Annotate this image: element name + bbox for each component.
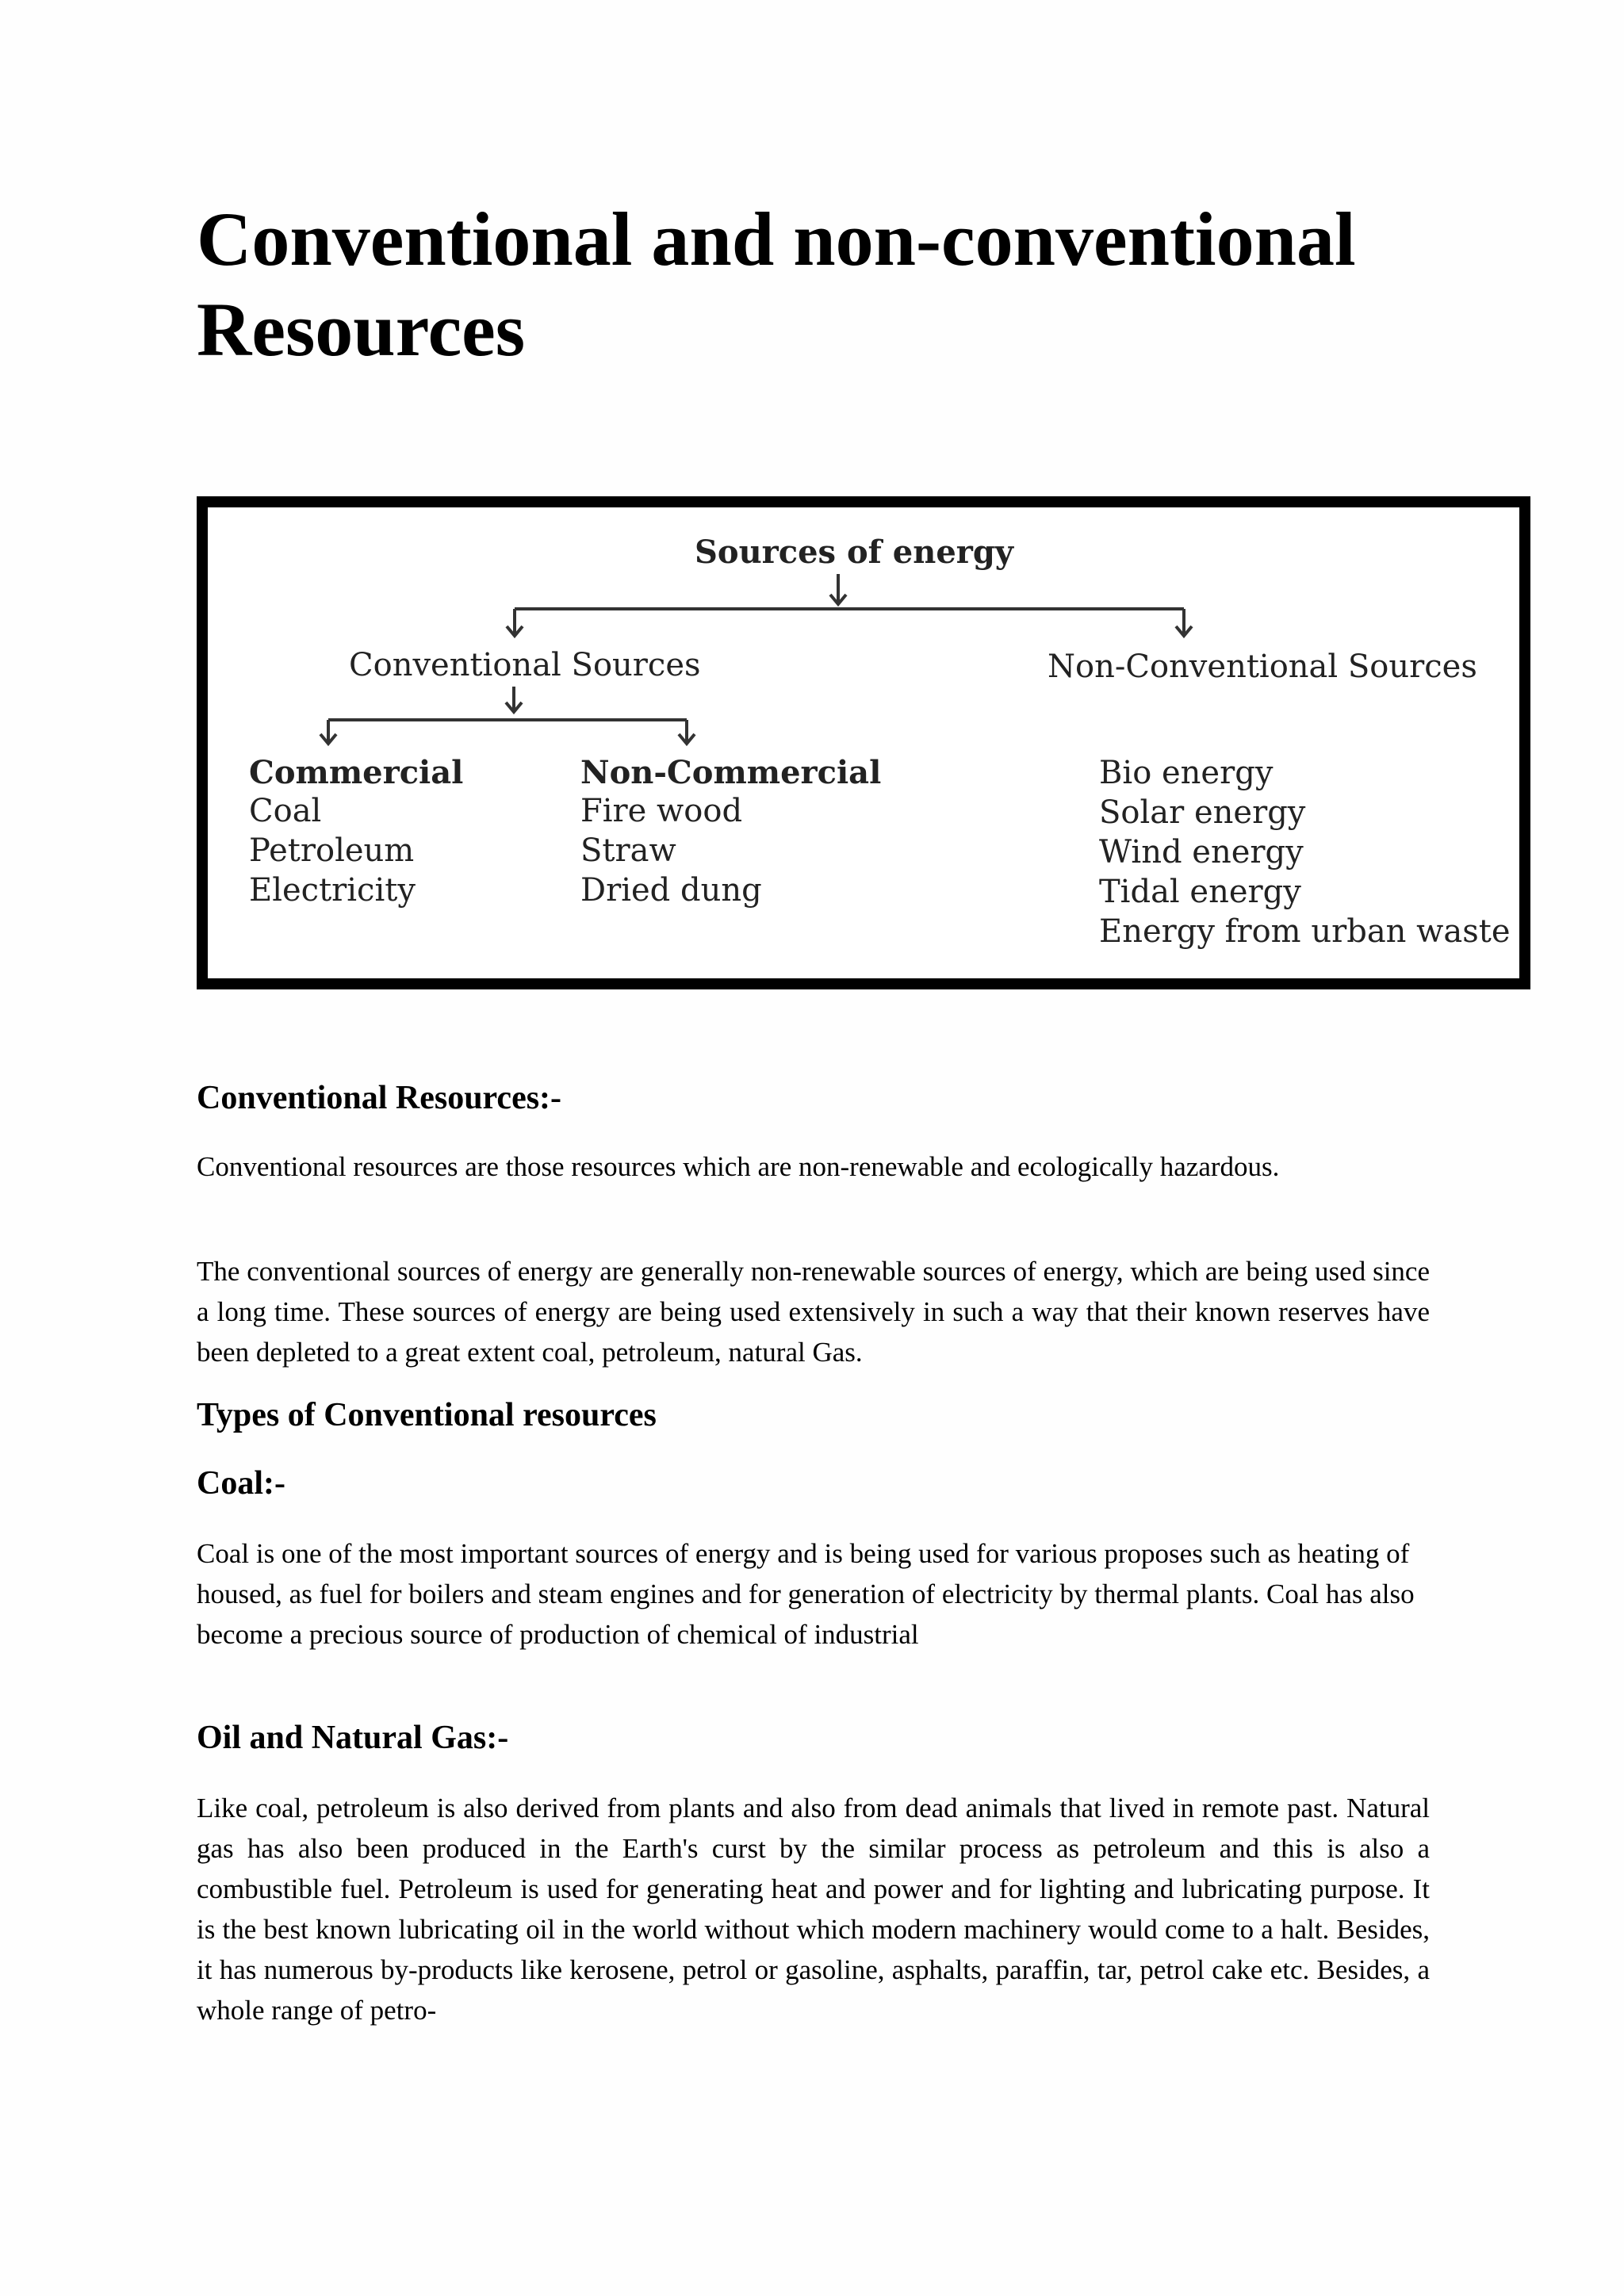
- conventional-resources-paragraph-1: Conventional resources are those resources which are non-renewable and ecologically hazardous.: [197, 1151, 1280, 1182]
- list-item: Dried dung: [580, 872, 762, 909]
- non-commercial-list: [580, 791, 762, 910]
- page-title: Conventional and non-conventional Resources: [197, 197, 1356, 372]
- non-commercial-heading: Non-Commercial: [580, 754, 882, 791]
- diagram-root-label: Sources of energy: [695, 534, 1014, 571]
- list-item: Straw: [580, 832, 676, 869]
- list-item: Petroleum: [249, 832, 415, 869]
- list-item: Coal: [249, 793, 322, 829]
- conventional-sources-label: Conventional Sources: [349, 647, 701, 683]
- list-item: Tidal energy: [1099, 874, 1301, 910]
- conventional-resources-paragraph-2: The conventional sources of energy are generally non-renewable sources of energy, which are being used since a long time. These sources of energy are being used extensively in such a way that their known reserves have been depleted to a great extent coal, petroleum, natural Gas.: [197, 1256, 1430, 1368]
- list-item: Wind energy: [1099, 834, 1304, 871]
- energy-sources-diagram: [197, 496, 1530, 989]
- types-heading: Types of Conventional resources: [197, 1397, 657, 1433]
- list-item: Electricity: [249, 872, 416, 909]
- list-item: Energy from urban waste: [1099, 913, 1511, 950]
- non-conventional-list: [1099, 753, 1511, 951]
- non-conventional-sources-label: Non-Conventional Sources: [1048, 649, 1477, 685]
- commercial-list: [249, 791, 416, 910]
- conventional-resources-heading: Conventional Resources:-: [197, 1080, 562, 1116]
- list-item: Fire wood: [580, 793, 743, 829]
- oil-gas-heading: Oil and Natural Gas:-: [197, 1720, 509, 1756]
- oil-gas-paragraph: Like coal, petroleum is also derived from plants and also from dead animals that lived in remote past. Natural gas has also been produced in the Earth's curst by the similar process as petroleum and this is also a combustible fuel. Petroleum is used for generating heat and power and for lighting and lubricating purpose. It is the best known lubricating oil in the world without which modern machinery would come to a halt. Besides, it has numerous by-products like kerosene, petrol or gasoline, asphalts, paraffin, tar, petrol cake etc. Besides, a whole range of petro-: [197, 1793, 1430, 2026]
- list-item: Solar energy: [1099, 794, 1306, 831]
- commercial-heading: Commercial: [249, 754, 464, 791]
- coal-paragraph: Coal is one of the most important sources of energy and is being used for various proposes such as heating of housed, as fuel for boilers and steam engines and for generation of electricity by thermal plants. Coal has also become a precious source of production of chemical of industrial: [197, 1538, 1415, 1650]
- list-item: Bio energy: [1099, 755, 1274, 791]
- coal-heading: Coal:-: [197, 1465, 285, 1502]
- diagram-frame: [208, 507, 1519, 978]
